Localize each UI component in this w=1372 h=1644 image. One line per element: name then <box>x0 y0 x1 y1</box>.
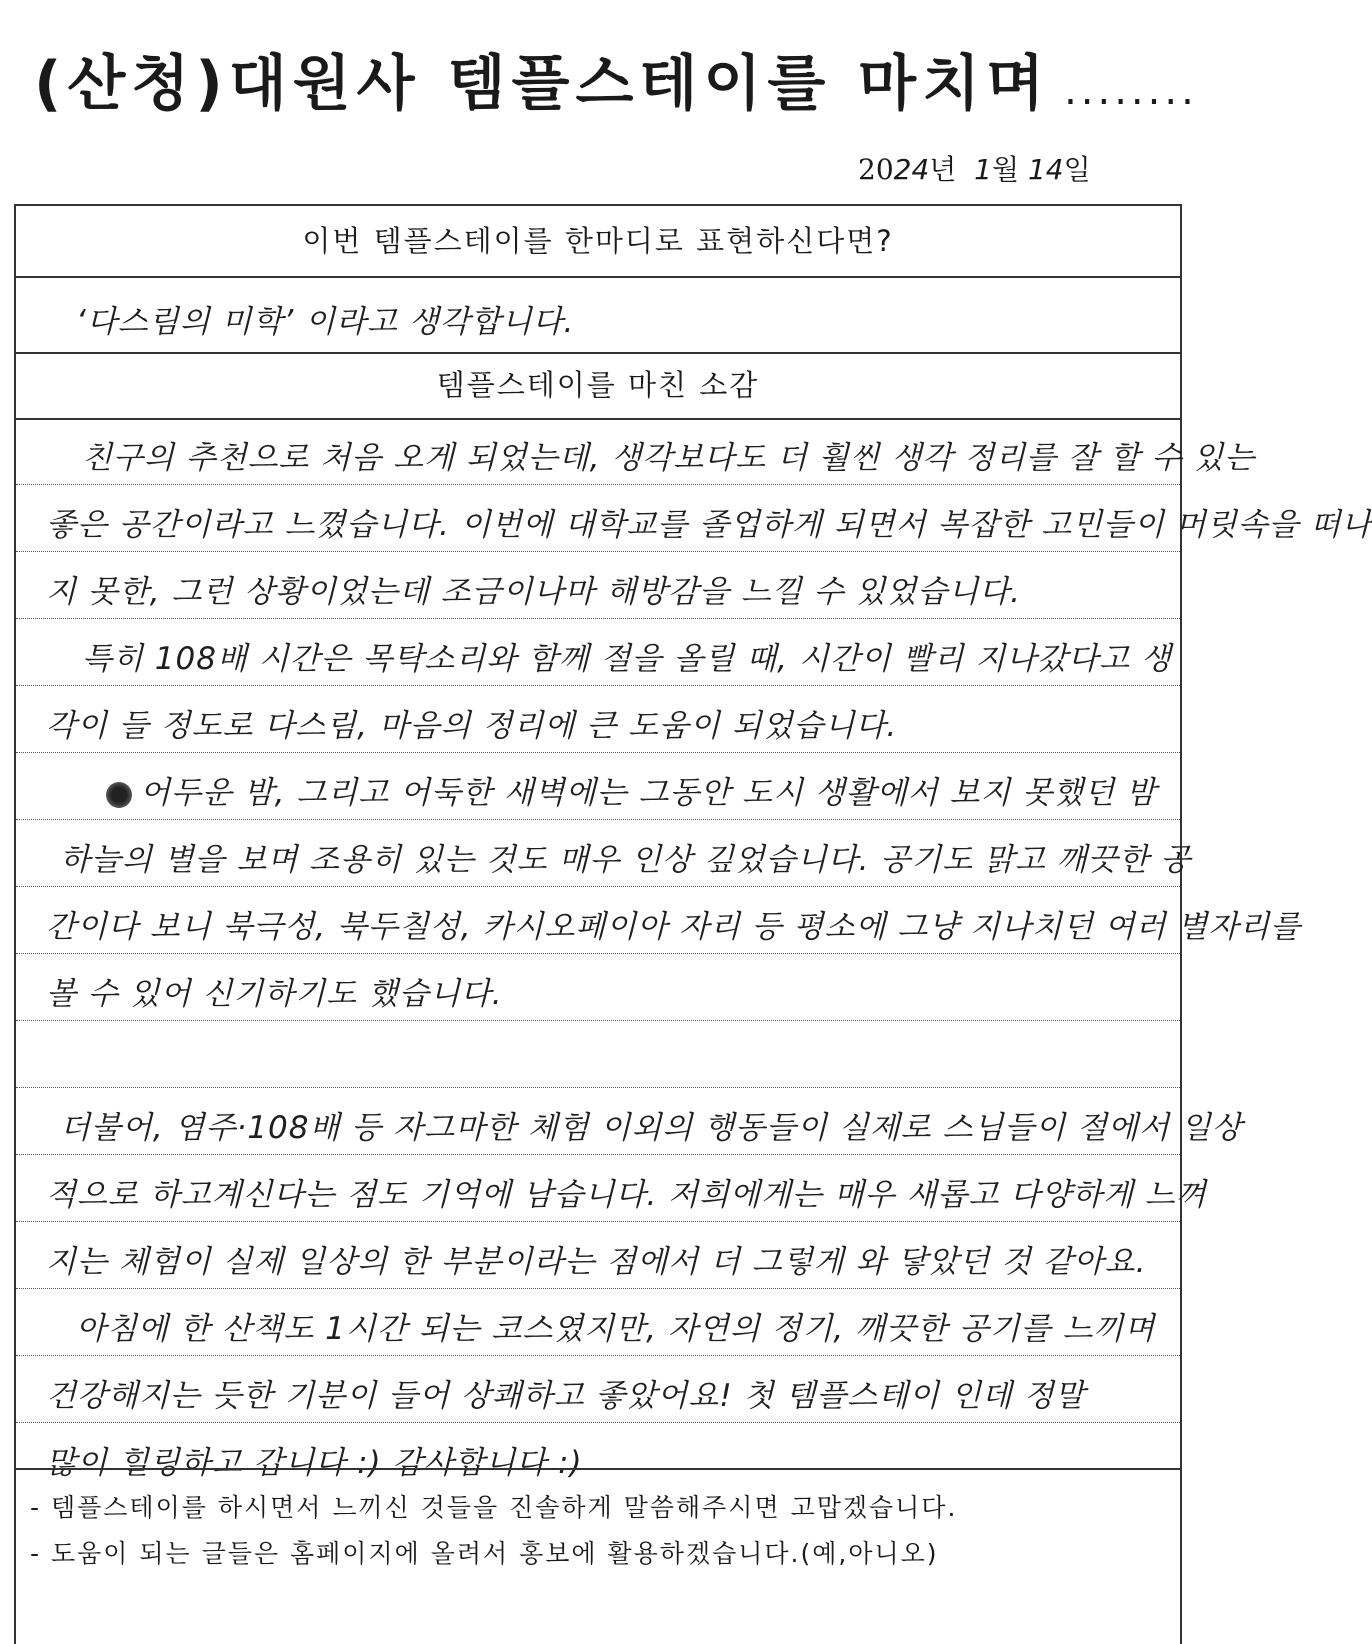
handwritten-line: 친구의 추천으로 처음 오게 되었는데, 생각보다도 더 훨씬 생각 정리를 잘 할 수 있는 <box>82 440 1256 476</box>
writing-line <box>16 619 1180 686</box>
writing-line <box>16 1222 1180 1289</box>
handwritten-line <box>106 767 1157 812</box>
impressions-label: 템플스테이를 마친 소감 <box>436 368 760 402</box>
form-footer <box>16 1468 1180 1568</box>
handwritten-line: 좋은 공간이라고 느꼈습니다. 이번에 대학교를 졸업하게 되면서 복잡한 고민들이 머릿속을 떠나 <box>46 507 1372 543</box>
writing-line <box>16 887 1302 954</box>
writing-line <box>16 753 1180 820</box>
title-dots: ........ <box>1064 68 1198 114</box>
writing-line <box>16 1423 1180 1490</box>
handwritten-line: 각이 들 정도로 다스림, 마음의 정리에 큰 도움이 되었습니다. <box>46 708 898 744</box>
page-title <box>34 36 1198 122</box>
date-day: 14 <box>1027 153 1064 186</box>
handwritten-line: 더불어, 염주·108배 등 자그마한 체험 이외의 행동들이 실제로 스님들이 절에서 일상 <box>60 1110 1243 1146</box>
date-month-label: 월 <box>991 153 1020 186</box>
handwritten-line: 볼 수 있어 신기하기도 했습니다. <box>46 976 503 1012</box>
title-text: (산청)대원사 템플스테이를 마치며 <box>34 49 1051 119</box>
question-answer: ‘다스림의 미학’ 이라고 생각합니다. <box>76 304 575 340</box>
question-row <box>16 206 1180 278</box>
writing-line <box>16 686 1180 753</box>
date-year-handwritten: 24 <box>893 153 930 186</box>
writing-line <box>16 418 1256 485</box>
handwritten-line-text: 어두운 밤, 그리고 어둑한 새벽에는 그동안 도시 생활에서 보지 못했던 밤 <box>140 775 1157 811</box>
writing-line <box>16 485 1372 552</box>
writing-line <box>16 1289 1180 1356</box>
date <box>858 148 1091 188</box>
handwritten-line: 간이다 보니 북극성, 북두칠성, 카시오페이아 자리 등 평소에 그냥 지나치던 여러 별자리를 <box>46 909 1302 945</box>
handwritten-line: 특히 108배 시간은 목탁소리와 함께 절을 올릴 때, 시간이 빨리 지나갔다고 생 <box>82 641 1172 677</box>
footer-note: - 템플스테이를 하시면서 느끼신 것들을 진솔하게 말씀해주시면 고맙겠습니다. <box>30 1493 958 1522</box>
date-day-label: 일 <box>1063 153 1091 186</box>
writing-line <box>16 1088 1243 1155</box>
feedback-form <box>14 204 1372 1644</box>
writing-line <box>16 820 1192 887</box>
impressions-header-row <box>16 352 1180 420</box>
handwritten-line: 지는 체험이 실제 일상의 한 부분이라는 점에서 더 그렇게 와 닿았던 것 같아요. <box>46 1244 1147 1280</box>
handwritten-line: 건강해지는 듯한 기분이 들어 상쾌하고 좋았어요! 첫 템플스테이 인데 정말 <box>46 1378 1086 1414</box>
handwritten-line: 많이 힐링하고 갑니다 :) 감사합니다 :) <box>46 1445 583 1481</box>
writing-line <box>16 552 1180 619</box>
handwritten-line: 적으로 하고계신다는 점도 기억에 남습니다. 저희에게는 매우 새롭고 다양하게 느껴 <box>46 1177 1207 1213</box>
handwritten-line: 아침에 한 산책도 1시간 되는 코스였지만, 자연의 정기, 깨끗한 공기를 느끼며 <box>76 1311 1156 1347</box>
ink-blot-icon <box>106 782 132 808</box>
writing-line <box>16 1155 1207 1222</box>
date-year-prefix: 20 <box>858 153 894 186</box>
footer-note: - 도움이 되는 글들은 홈페이지에 올려서 홍보에 활용하겠습니다.(예,아니오) <box>30 1539 939 1568</box>
handwritten-line: 하늘의 별을 보며 조용히 있는 것도 매우 인상 깊었습니다. 공기도 맑고 깨끗한 공 <box>60 842 1192 878</box>
answer-row <box>16 276 1180 354</box>
handwritten-line: 지 못한, 그런 상황이었는데 조금이나마 해방감을 느낄 수 있었습니다. <box>46 574 1022 610</box>
date-month: 1 <box>974 153 992 186</box>
writing-line <box>16 1356 1180 1423</box>
writing-line <box>16 1021 1180 1088</box>
date-year-label: 년 <box>929 153 957 186</box>
question-label: 이번 템플스테이를 한마디로 표현하신다면? <box>302 224 894 258</box>
writing-line <box>16 954 1180 1021</box>
